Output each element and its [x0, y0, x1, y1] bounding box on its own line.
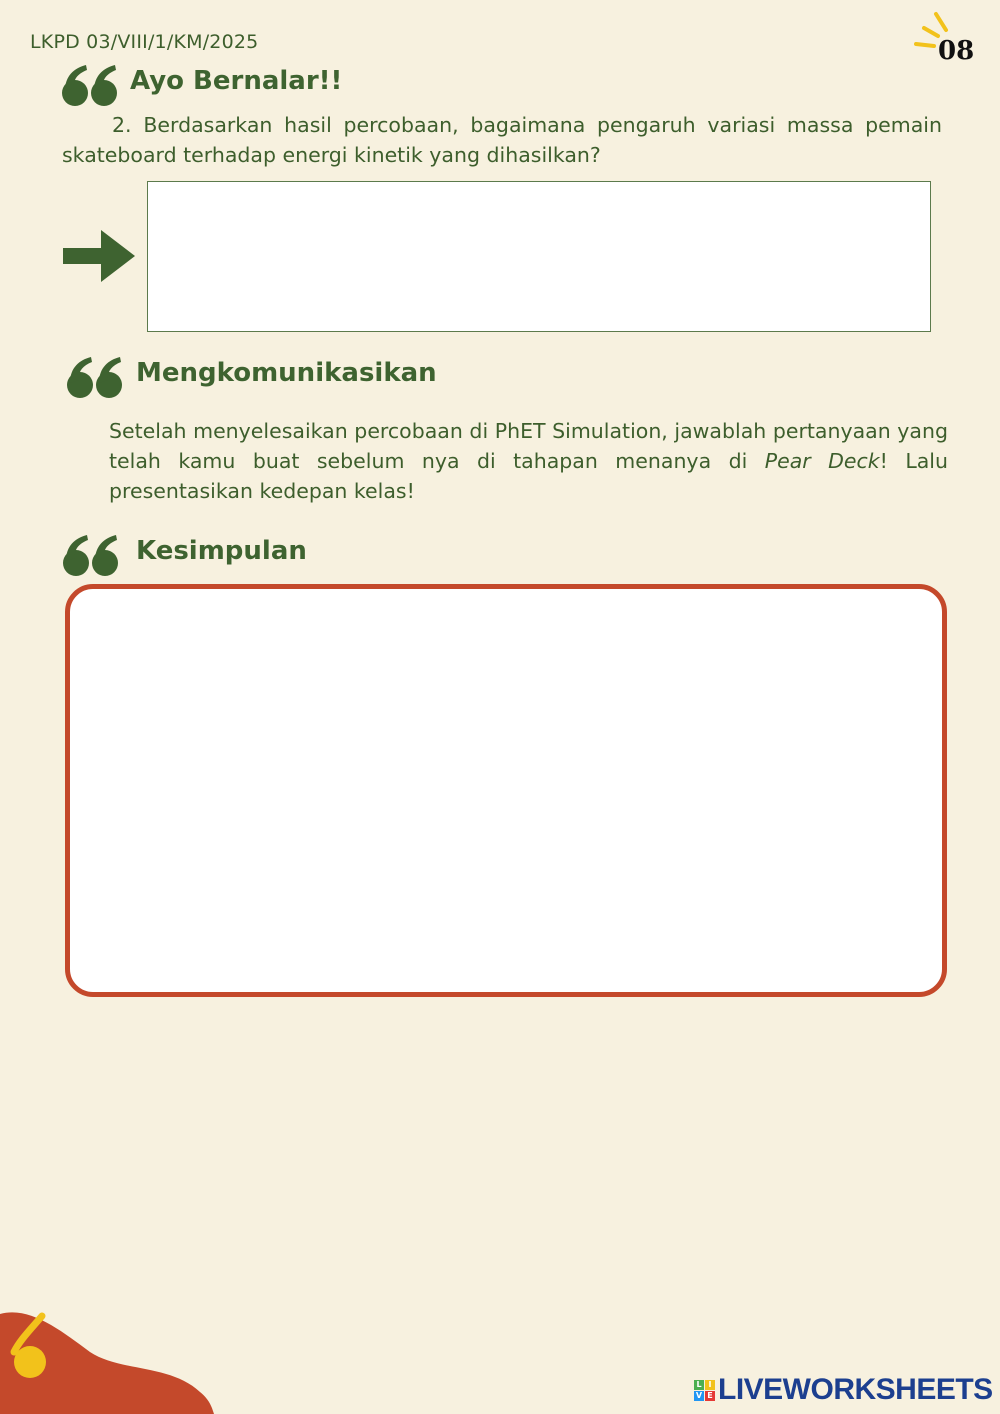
liveworksheets-icon: L I V E [694, 1380, 715, 1401]
quote-icon [67, 356, 125, 400]
section-title-conclusion: Kesimpulan [136, 536, 307, 566]
answer-input-box[interactable] [147, 181, 931, 332]
quote-icon [63, 534, 121, 578]
document-code: LKPD 03/VIII/1/KM/2025 [30, 31, 259, 53]
decorative-blob [0, 1300, 220, 1414]
conclusion-input-box[interactable] [65, 584, 947, 997]
instruction-text: Setelah menyelesaikan percobaan di PhET Simulation, jawablah pertanyaan yang telah kamu buat sebelum nya di tahapan menanya di [109, 419, 948, 473]
liveworksheets-logo [694, 1374, 993, 1406]
quote-icon [62, 64, 120, 108]
section-title-communicate: Mengkomunikasikan [136, 358, 437, 388]
page-number-badge [912, 10, 992, 70]
page-number: 08 [938, 36, 975, 66]
communicate-instructions [109, 416, 948, 506]
question-text: 2. Berdasarkan hasil percobaan, bagaimana pengaruh variasi massa pemain skateboard terhadap energi kinetik yang dihasilkan? [62, 113, 942, 167]
instruction-text-end: ! Lalu presentasikan kedepan kelas! [109, 449, 948, 503]
section-title-reasoning: Ayo Bernalar!! [130, 66, 343, 96]
pear-deck-label: Pear Deck [764, 449, 880, 473]
arrow-right-icon [63, 230, 135, 282]
brand-name: LIVEWORKSHEETS [718, 1373, 993, 1406]
